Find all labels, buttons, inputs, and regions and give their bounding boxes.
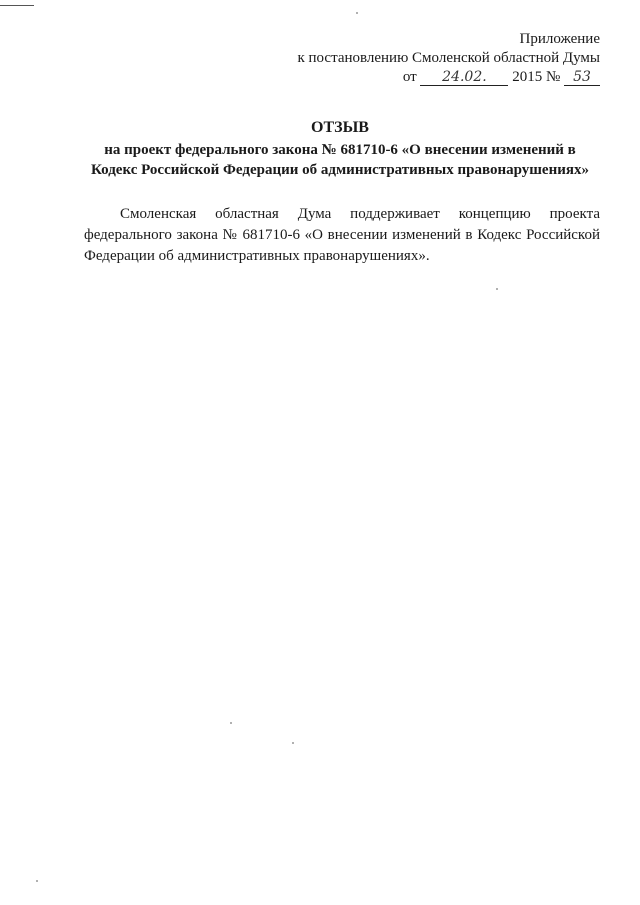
- from-label: от: [402, 69, 417, 85]
- scan-speck: [356, 12, 358, 14]
- body-paragraph: Смоленская областная Дума поддерживает концепцию проекта федерального закона № 681710-6 «О внесении изменений в Кодекс Российской Федерации об административных правонарушениях».: [84, 206, 600, 264]
- attachment-date-line: [297, 68, 600, 87]
- title-main: ОТЗЫВ: [311, 119, 369, 136]
- title-line-2: Кодекс Российской Федерации об административных правонарушениях»: [91, 162, 589, 178]
- scan-speck: [292, 742, 294, 744]
- attachment-resolution: к постановлению Смоленской областной Думы: [297, 50, 600, 66]
- attachment-title: Приложение: [519, 31, 600, 47]
- attachment-header: [297, 30, 600, 87]
- scan-speck: [230, 722, 232, 724]
- handwritten-date: 24.02.: [420, 69, 508, 86]
- year-number-label: 2015 №: [512, 69, 561, 85]
- scan-edge-mark: [0, 5, 34, 6]
- scan-speck: [36, 880, 38, 882]
- scan-speck: [496, 288, 498, 290]
- handwritten-number: 53: [564, 69, 600, 86]
- document-title: [80, 118, 600, 180]
- title-line-1: на проект федерального закона № 681710-6 «О внесении изменений в: [104, 142, 576, 158]
